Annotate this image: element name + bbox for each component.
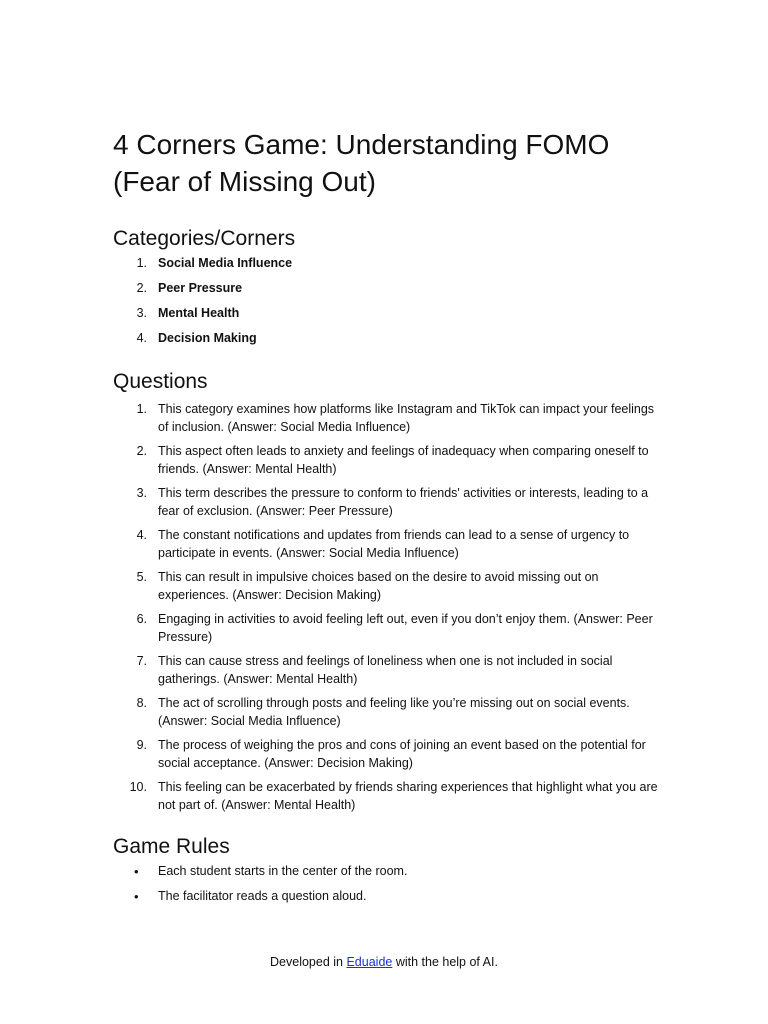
list-number: 5. bbox=[136, 570, 147, 584]
questions-list bbox=[113, 401, 658, 814]
list-number: 3. bbox=[136, 486, 147, 500]
rule-text: The facilitator reads a question aloud. bbox=[158, 889, 367, 903]
categories-heading: Categories/Corners bbox=[113, 227, 296, 250]
bullet-icon: • bbox=[134, 889, 139, 904]
game-rules-list bbox=[113, 864, 658, 904]
question-item bbox=[113, 611, 658, 646]
category-item bbox=[113, 306, 658, 321]
page-title: 4 Corners Game: Understanding FOMO (Fear of Missing Out) bbox=[113, 129, 610, 197]
question-item bbox=[113, 401, 658, 436]
list-number: 1. bbox=[136, 402, 147, 416]
list-number: 7. bbox=[136, 654, 147, 668]
category-label: Decision Making bbox=[158, 331, 257, 345]
question-item bbox=[113, 527, 658, 562]
question-item bbox=[113, 737, 658, 772]
game-rules-heading: Game Rules bbox=[113, 835, 230, 858]
category-label: Mental Health bbox=[158, 306, 240, 320]
question-item bbox=[113, 695, 658, 730]
footer-credit bbox=[0, 954, 768, 970]
question-text: This aspect often leads to anxiety and feelings of inadequacy when comparing oneself to friends. (Answer: Mental Health) bbox=[158, 444, 649, 476]
rule-item bbox=[113, 864, 658, 879]
list-number: 3. bbox=[136, 306, 147, 320]
question-text: This category examines how platforms like Instagram and TikTok can impact your feelings of inclusion. (Answer: Social Media Influence) bbox=[158, 402, 655, 434]
footer-prefix: Developed in bbox=[270, 955, 347, 969]
footer-suffix: with the help of AI. bbox=[392, 955, 498, 969]
list-number: 6. bbox=[136, 612, 147, 626]
question-text: This feeling can be exacerbated by friends sharing experiences that highlight what you are not part of. (Answer: Mental Health) bbox=[158, 780, 658, 812]
question-text: This can cause stress and feelings of loneliness when one is not included in social gatherings. (Answer: Mental Health) bbox=[158, 654, 613, 686]
list-number: 1. bbox=[136, 256, 147, 270]
list-number: 2. bbox=[136, 281, 147, 295]
list-number: 10. bbox=[129, 780, 147, 794]
bullet-icon: • bbox=[134, 864, 139, 879]
list-number: 9. bbox=[136, 738, 147, 752]
list-number: 4. bbox=[136, 331, 147, 345]
question-item bbox=[113, 779, 658, 814]
category-item bbox=[113, 256, 658, 271]
list-number: 2. bbox=[136, 444, 147, 458]
list-number: 4. bbox=[136, 528, 147, 542]
eduaide-link[interactable]: Eduaide bbox=[346, 955, 393, 969]
question-item bbox=[113, 653, 658, 688]
question-text: This term describes the pressure to conform to friends' activities or interests, leading to a fear of exclusion. (Answer: Peer Pressure) bbox=[158, 486, 649, 518]
question-text: The process of weighing the pros and cons of joining an event based on the potential for social acceptance. (Answer: Decision Making) bbox=[158, 738, 646, 770]
question-item bbox=[113, 485, 658, 520]
category-item bbox=[113, 281, 658, 296]
rule-text: Each student starts in the center of the room. bbox=[158, 864, 408, 878]
category-item bbox=[113, 331, 658, 346]
categories-list bbox=[113, 256, 658, 346]
category-label: Peer Pressure bbox=[158, 281, 243, 295]
question-item bbox=[113, 569, 658, 604]
question-text: The constant notifications and updates from friends can lead to a sense of urgency to participate in events. (Answer: Social Media Influence) bbox=[158, 528, 630, 560]
question-text: This can result in impulsive choices based on the desire to avoid missing out on experiences. (Answer: Decision Making) bbox=[158, 570, 599, 602]
questions-heading: Questions bbox=[113, 370, 208, 393]
document-page bbox=[113, 126, 658, 914]
list-number: 8. bbox=[136, 696, 147, 710]
question-item bbox=[113, 443, 658, 478]
rule-item bbox=[113, 889, 658, 904]
question-text: The act of scrolling through posts and feeling like you’re missing out on social events. (Answer: Social Media Influence) bbox=[158, 696, 630, 728]
category-label: Social Media Influence bbox=[158, 256, 293, 270]
question-text: Engaging in activities to avoid feeling left out, even if you don’t enjoy them. (Answer: Peer Pressure) bbox=[158, 612, 653, 644]
